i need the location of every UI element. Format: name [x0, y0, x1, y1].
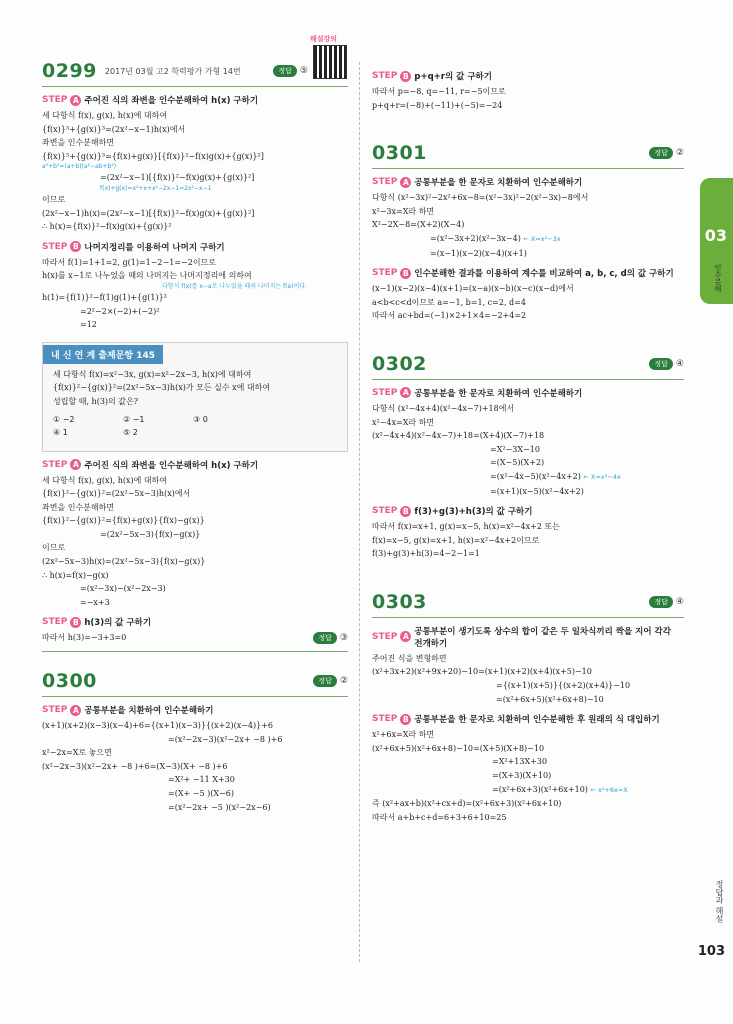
text-line: 다항식 (x²−3x)²−2x²+6x−8=(x²−3x)²−2(x²−3x)−8에서 [372, 193, 589, 203]
text-line: =X²−3X−10 [490, 444, 540, 454]
final-answer-row [42, 631, 348, 645]
text-line: =X²+13X+30 [492, 757, 548, 767]
answer-tag: 정답 [273, 65, 297, 77]
step-label: STEP [372, 714, 398, 725]
text-line: 따라서 f(1)=1+1=2, g(1)=1−2−1=−2이므로 [42, 257, 216, 267]
text-line: {f(x)}³+{g(x)}³=(2x²−x−1)h(x)에서 [42, 124, 186, 134]
step-title: h(3)의 값 구하기 [84, 618, 152, 629]
problem-0301-header [372, 142, 684, 169]
answer-tag: 정답 [313, 675, 337, 687]
step-title: 공통부분이 생기도록 상수의 합이 같은 두 일차식끼리 짝을 지어 각각 전개하기 [414, 626, 671, 649]
step-a-heading [372, 176, 684, 188]
text-line: =(x²−3x+2)(x²−3x−4) [430, 233, 521, 243]
step-title: p+q+r의 값 구하기 [414, 72, 492, 82]
step-title: 공통부분을 한 문자로 치환하여 인수분해하기 [414, 178, 583, 189]
text-line: (x+1)(x+2)(x−3)(x−4)+6={(x+1)(x−3)}{(x+2)(x−4)}+6 [42, 721, 274, 731]
text-line: (x²−4x+4)(x²−4x−7)+18=(X+4)(X−7)+18 [372, 431, 545, 441]
text-line: =(x²−2x+ −5 )(x²−2x−6) [168, 802, 271, 812]
answer-value: ⑤ [299, 66, 308, 76]
choice[interactable]: ③ 0 [193, 414, 208, 424]
step-a-heading [372, 625, 684, 649]
text-line: =(x²−4x−5)(x²−4x+2) [490, 471, 581, 481]
arrow-text: x²+6x=X [597, 785, 628, 794]
step-letter-a: A [400, 631, 411, 642]
step-label: STEP [372, 71, 398, 81]
question-line: 성립할 때, h(3)의 값은? [53, 396, 139, 406]
text-line: f(x)=x−5, g(x)=x+1, h(x)=x²−4x+2이므로 [372, 535, 540, 545]
text-line: (x²+3x+2)(x²+9x+20)−10=(x+1)(x+2)(x+4)(x+5)−10 [372, 667, 592, 677]
text-line: =(x²+6x+5)(x²+6x+8)−10 [496, 694, 604, 704]
page-number: 103 [697, 944, 725, 959]
question-line: 세 다항식 f(x)=x²−3x, g(x)=x²−2x−3, h(x)에 대하여 [53, 369, 252, 379]
formula-note: f(x)+g(x)=x²+x+x²−2x−1=2x²−x−1 [100, 184, 212, 192]
choice[interactable]: ② −1 [123, 414, 145, 424]
section-label: 정답과 해설 [715, 880, 724, 923]
answer-badge [313, 632, 348, 644]
step-title: 공통부분을 치환하여 인수분해하기 [84, 706, 214, 717]
text-line: 따라서 h(3)=−3+3=0 [42, 633, 127, 643]
step-b-heading [42, 241, 348, 253]
box-title: 내 신 연 계 출제문항 145 [43, 345, 163, 364]
text-line-with-note [372, 783, 684, 798]
answer-tag: 정답 [649, 147, 673, 159]
left-column [42, 60, 348, 814]
step-letter-a: A [70, 95, 81, 106]
text-line: x²−4x=X라 하면 [372, 417, 435, 427]
substitution-note: ← x²+6x=X [590, 785, 628, 794]
text-line: 즉 (x²+ax+b)(x²+cx+d)=(x²+6x+3)(x²+6x+10) [372, 799, 562, 809]
problem-source: 2017년 03월 고2 학력평가 가형 14번 [104, 66, 241, 76]
text-line: =(X+3)(X+10) [492, 771, 552, 781]
answer-value: ③ [339, 633, 348, 644]
step-b-heading [372, 70, 684, 82]
text-line: x²−3x=X라 하면 [372, 206, 435, 216]
step-title: f(3)+g(3)+h(3)의 값 구하기 [414, 507, 533, 518]
step-label: STEP [42, 241, 68, 252]
step-title: 인수분해한 결과를 이용하여 계수를 비교하여 a, b, c, d의 값 구하기 [414, 269, 674, 280]
chapter-number: 03 [704, 226, 727, 245]
answer-tag: 정답 [313, 632, 337, 644]
answer-value: ② [339, 676, 348, 687]
text-line: {f(x)}²−{g(x)}²={f(x)+g(x)}{f(x)−g(x)} [42, 516, 205, 526]
text-line: =(x²+6x+3)(x²+6x+10) [492, 784, 588, 794]
text-line: a<b<c<d이므로 a=−1, b=1, c=2, d=4 [372, 297, 526, 307]
text-line: ∴ h(x)=f(x)−g(x) [42, 570, 109, 580]
text-line: ∴ h(x)={f(x)}²−f(x)g(x)+{g(x)}² [42, 222, 172, 232]
text-line: 따라서 ac+bd=(−1)×2+1×4=−2+4=2 [372, 311, 527, 321]
step-label: STEP [372, 506, 398, 517]
question-line: {f(x)}²−{g(x)}²=(2x²−5x−3)h(x)가 모든 실수 x에 대하여 [53, 383, 271, 393]
text-line: (x²−2x−3)(x²−2x+ −8 )+6=(X−3)(X+ −8 )+6 [42, 761, 228, 771]
step-a-heading [42, 459, 348, 471]
text-line: =(2x²−x−1)[{f(x)}²−f(x)g(x)+{g(x)}²] [100, 173, 255, 183]
text-line: (2x²−x−1)h(x)=(2x²−x−1)[{f(x)}²−f(x)g(x)+{g(x)}²] [42, 208, 255, 218]
step-b-heading [372, 267, 684, 279]
step-letter-b: B [70, 241, 81, 252]
step-b-heading [372, 505, 684, 517]
step-title: 주어진 식의 좌변을 인수분해하여 h(x) 구하기 [84, 96, 259, 106]
substitution-note: ← X=x²−3x [523, 234, 561, 243]
step-label: STEP [372, 268, 398, 279]
qr-label: 해설강의 [310, 35, 338, 43]
text-line: =(2x²−5x−3){f(x)−g(x)} [100, 529, 201, 539]
text-line: 좌변을 인수분해하면 [42, 502, 115, 512]
substitution-note: ← X=x²−4x [583, 472, 621, 481]
text-line: =X²+ −11 X+30 [168, 775, 235, 785]
text-line: X²−2X−8=(X+2)(X−4) [372, 220, 465, 230]
step-letter-b: B [400, 714, 411, 725]
text-line: (2x²−5x−3)h(x)=(2x²−5x−3){f(x)−g(x)} [42, 557, 206, 567]
text-line: h(x)를 x−1로 나누었을 때의 나머지는 나머지정리에 의하여 [42, 271, 252, 281]
step-letter-b: B [400, 506, 411, 517]
step-a-heading [42, 94, 348, 106]
text-line: p+q+r=(−8)+(−11)+(−5)=−24 [372, 100, 503, 110]
text-line: 세 다항식 f(x), g(x), h(x)에 대하여 [42, 475, 168, 485]
text-line-with-note [372, 470, 684, 485]
answer-badge [313, 675, 348, 687]
arrow-text: X=x²−4x [590, 472, 621, 481]
step-letter-a: A [400, 387, 411, 398]
choice[interactable]: ⑤ 2 [123, 427, 138, 437]
formula-note: a³+b³=(a+b)(a²−ab+b²) [42, 163, 117, 171]
chapter-title: 인수분해 [714, 264, 722, 292]
text-line: =(x−1)(x−2)(x−4)(x+1) [430, 248, 527, 258]
answer-badge [649, 358, 684, 370]
answer-tag: 정답 [649, 358, 673, 370]
text-line: =12 [80, 320, 97, 330]
text-line: f(3)+g(3)+h(3)=4−2−1=1 [372, 549, 480, 559]
column-divider [359, 62, 360, 962]
problem-0303-header [372, 591, 684, 618]
formula-note: 다항식 f(x)를 x−a로 나누었을 때의 나머지는 f(a)이다. [162, 282, 307, 290]
text-line: =(x+1)(x−5)(x²−4x+2) [490, 486, 584, 496]
step-letter-a: A [70, 459, 81, 470]
text-line: 좌변을 인수분해하면 [42, 138, 115, 148]
text-line: x²+6x=X라 하면 [372, 730, 435, 740]
text-line: h(1)={f(1)}²−f(1)g(1)+{g(1)}² [42, 292, 167, 302]
text-line: {f(x)}²−{g(x)}²=(2x²−5x−3)h(x)에서 [42, 489, 191, 499]
text-line: 따라서 f(x)=x+1, g(x)=x−5, h(x)=x²−4x+2 또는 [372, 522, 560, 532]
problem-number: 0302 [372, 352, 427, 375]
text-line: =2²−2×(−2)+(−2)² [80, 306, 160, 316]
step-letter-b: B [70, 617, 81, 628]
linked-problem-box [42, 342, 348, 452]
choice[interactable]: ④ 1 [53, 427, 68, 437]
text-line: (x−1)(x−2)(x−4)(x+1)=(x−a)(x−b)(x−c)(x−d)에서 [372, 284, 574, 294]
text-line: 이므로 [42, 543, 66, 553]
step-b-heading [372, 713, 684, 725]
answer-badge [649, 596, 684, 608]
text-line: (x²+6x+5)(x²+6x+8)−10=(X+5)(X+8)−10 [372, 743, 545, 753]
text-line: =−x+3 [80, 597, 110, 607]
step-letter-b: B [400, 71, 411, 82]
problem-0300-header [42, 670, 348, 697]
step-label: STEP [372, 177, 398, 188]
problem-number: 0301 [372, 142, 427, 165]
separator [42, 651, 348, 652]
problem-number: 0300 [42, 670, 97, 693]
text-line: ={(x+1)(x+5)}{(x+2)(x+4)}−10 [496, 681, 631, 691]
text-line: 세 다항식 f(x), g(x), h(x)에 대하여 [42, 111, 168, 120]
answer-value: ④ [675, 596, 684, 607]
text-line: 따라서 p=−8, q=−11, r=−5이므로 [372, 87, 506, 96]
text-line: =(x²−3x)−(x²−2x−3) [80, 584, 166, 594]
arrow-text: X=x²−3x [530, 234, 561, 243]
step-a-heading [372, 387, 684, 399]
answer-tag: 정답 [649, 596, 673, 608]
text-line: 다항식 (x²−4x+4)(x²−4x−7)+18에서 [372, 403, 515, 413]
text-line: 이므로 [42, 194, 66, 204]
step-label: STEP [372, 387, 398, 398]
step-label: STEP [42, 459, 68, 470]
problem-number: 0299 [42, 60, 97, 82]
choice[interactable]: ① −2 [53, 414, 75, 424]
text-line: =(x²−2x−3)(x²−2x+ −8 )+6 [168, 734, 283, 744]
step-label: STEP [42, 95, 68, 105]
answer-badge [273, 65, 308, 77]
text-line-with-note [372, 232, 684, 247]
step-letter-a: A [70, 705, 81, 716]
step-title: 주어진 식의 좌변을 인수분해하여 h(x) 구하기 [84, 460, 259, 471]
answer-value: ② [675, 148, 684, 159]
step-letter-a: A [400, 177, 411, 188]
answer-value: ④ [675, 358, 684, 369]
step-label: STEP [42, 617, 68, 628]
choices [53, 413, 337, 439]
step-a-heading [42, 704, 348, 716]
problem-0299-header [42, 60, 348, 87]
text-line: {f(x)}³+{g(x)}³={f(x)+g(x)}[{f(x)}²−f(x)g(x)+{g(x)}²] [42, 151, 264, 161]
text-line: =(X−5)(X+2) [490, 458, 545, 468]
step-b-heading [42, 616, 348, 628]
step-title: 공통부분을 한 문자로 치환하여 인수분해한 후 원래의 식 대입하기 [414, 715, 660, 726]
problem-0302-header [372, 353, 684, 380]
right-column [372, 70, 684, 824]
problem-number: 0303 [372, 590, 427, 613]
text-line: =(X+ −5 )(X−6) [168, 789, 234, 798]
step-title: 나머지정리를 이용하여 나머지 구하기 [84, 242, 225, 253]
answer-badge [649, 147, 684, 159]
step-title: 공통부분을 한 문자로 치환하여 인수분해하기 [414, 388, 583, 399]
text-line: 주어진 식을 변형하면 [372, 653, 447, 663]
text-line: 따라서 a+b+c+d=6+3+6+10=25 [372, 812, 507, 822]
step-label: STEP [372, 631, 398, 642]
text-line: x²−2x=X로 놓으면 [42, 748, 112, 758]
step-letter-b: B [400, 268, 411, 279]
step-label: STEP [42, 705, 68, 716]
